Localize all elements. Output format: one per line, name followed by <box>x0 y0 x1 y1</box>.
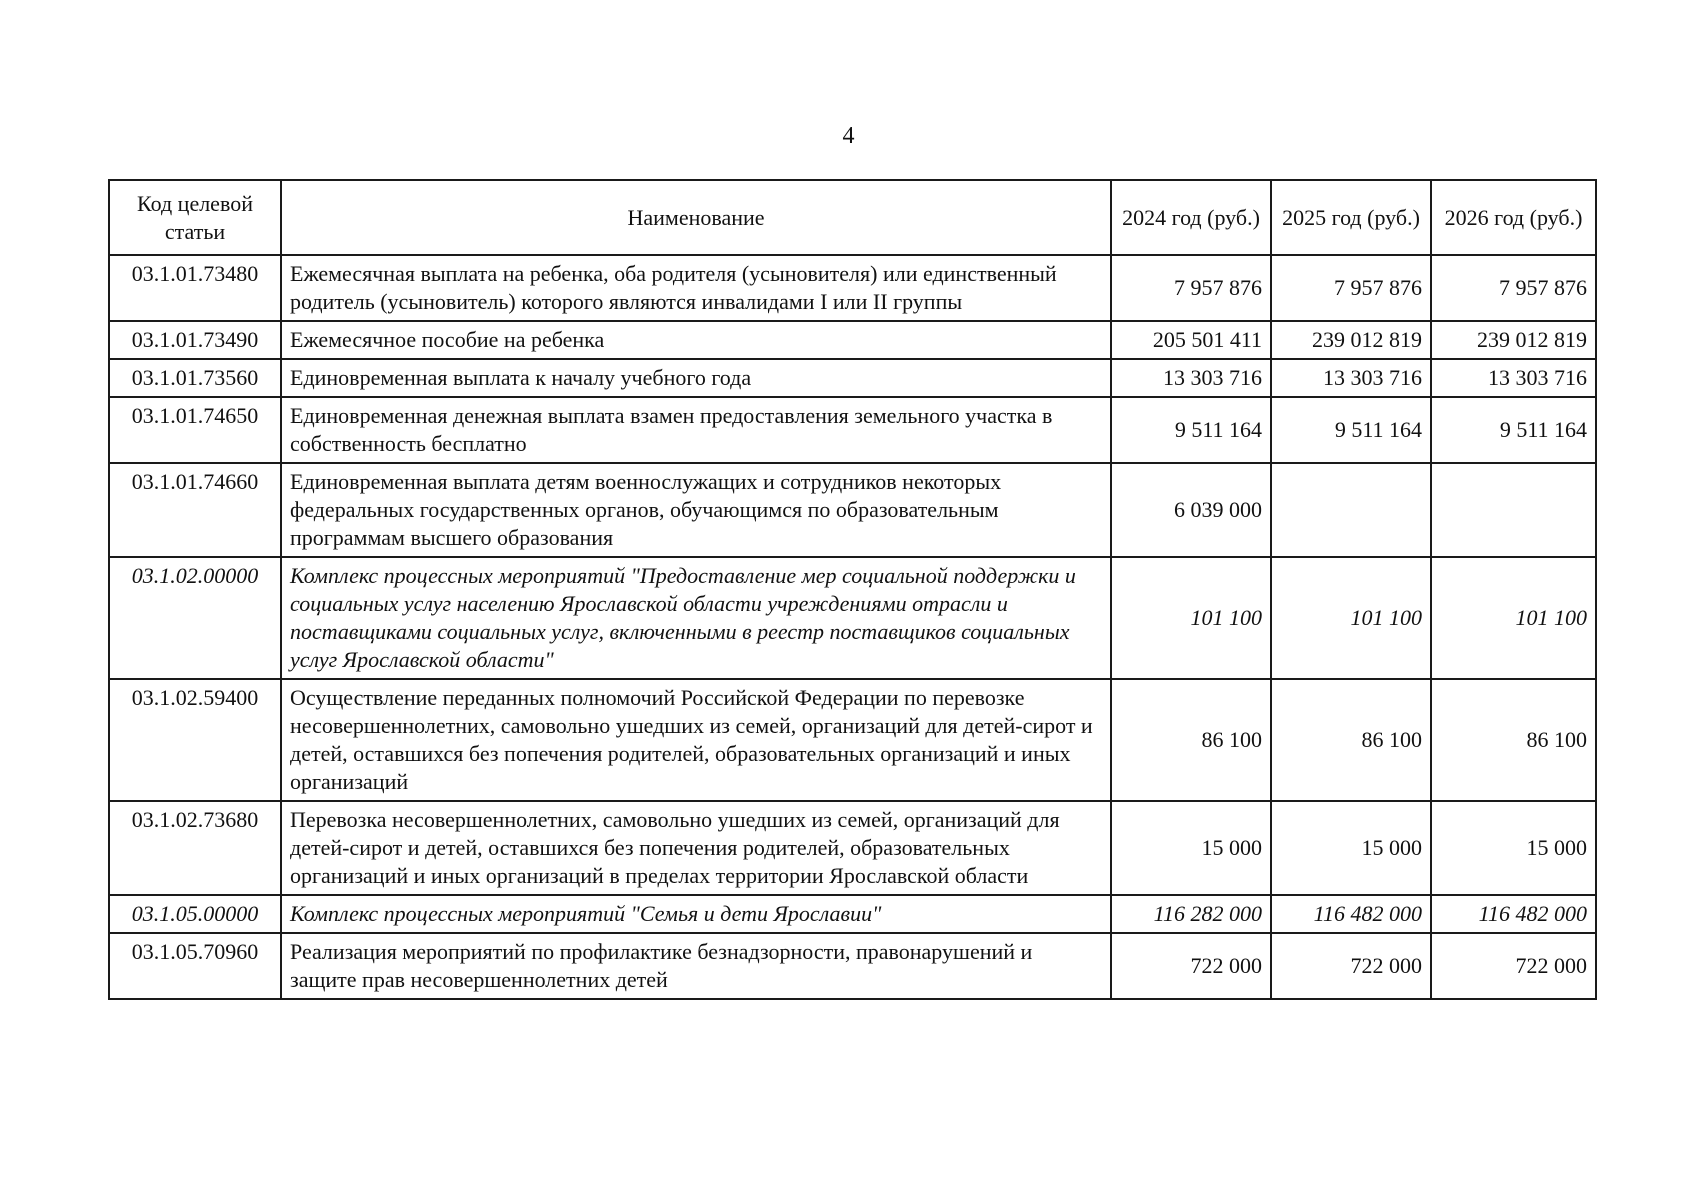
row-name: Комплекс процессных мероприятий "Семья и дети Ярославии" <box>281 895 1111 933</box>
row-value-2024: 9 511 164 <box>1111 397 1271 463</box>
row-code: 03.1.05.70960 <box>109 933 281 999</box>
row-value-2025: 101 100 <box>1271 557 1431 679</box>
header-2026: 2026 год (руб.) <box>1431 180 1596 255</box>
row-value-2024: 6 039 000 <box>1111 463 1271 557</box>
row-value-2025: 239 012 819 <box>1271 321 1431 359</box>
table-row <box>109 397 1596 463</box>
row-code: 03.1.01.73560 <box>109 359 281 397</box>
table-row <box>109 933 1596 999</box>
row-value-2026: 13 303 716 <box>1431 359 1596 397</box>
row-value-2026: 116 482 000 <box>1431 895 1596 933</box>
row-name: Реализация мероприятий по профилактике безнадзорности, правонарушений и защите прав несовершеннолетних детей <box>281 933 1111 999</box>
row-name: Осуществление переданных полномочий Российской Федерации по перевозке несовершеннолетних, самовольно ушедших из семей, организаций для детей-сирот и детей, оставшихся без попечения родителей, образовательных организаций и иных организаций <box>281 679 1111 801</box>
row-value-2026: 101 100 <box>1431 557 1596 679</box>
table-header-row <box>109 180 1596 255</box>
row-value-2024: 15 000 <box>1111 801 1271 895</box>
row-code: 03.1.01.73480 <box>109 255 281 321</box>
row-code: 03.1.01.74660 <box>109 463 281 557</box>
row-value-2025: 722 000 <box>1271 933 1431 999</box>
row-code: 03.1.02.59400 <box>109 679 281 801</box>
row-value-2024: 101 100 <box>1111 557 1271 679</box>
row-value-2025: 86 100 <box>1271 679 1431 801</box>
table-row <box>109 463 1596 557</box>
row-name: Единовременная выплата детям военнослужащих и сотрудников некоторых федеральных государственных органов, обучающимся по образовательным программам высшего образования <box>281 463 1111 557</box>
row-value-2024: 205 501 411 <box>1111 321 1271 359</box>
table-row <box>109 255 1596 321</box>
row-value-2025: 7 957 876 <box>1271 255 1431 321</box>
row-value-2026 <box>1431 463 1596 557</box>
row-name: Ежемесячная выплата на ребенка, оба родителя (усыновителя) или единственный родитель (усыновитель) которого являются инвалидами I или II группы <box>281 255 1111 321</box>
row-code: 03.1.01.74650 <box>109 397 281 463</box>
header-code: Код целевой статьи <box>109 180 281 255</box>
table-row <box>109 321 1596 359</box>
row-value-2026: 7 957 876 <box>1431 255 1596 321</box>
row-name: Комплекс процессных мероприятий "Предоставление мер социальной поддержки и социальных услуг населению Ярославской области учреждениями отрасли и поставщиками социальных услуг, включенными в реестр поставщиков социальных услуг Ярославской области" <box>281 557 1111 679</box>
row-value-2024: 722 000 <box>1111 933 1271 999</box>
table-row <box>109 359 1596 397</box>
row-name: Единовременная денежная выплата взамен предоставления земельного участка в собственность бесплатно <box>281 397 1111 463</box>
row-value-2026: 9 511 164 <box>1431 397 1596 463</box>
table-row-subtotal <box>109 557 1596 679</box>
row-value-2026: 15 000 <box>1431 801 1596 895</box>
row-value-2025: 116 482 000 <box>1271 895 1431 933</box>
row-code: 03.1.02.73680 <box>109 801 281 895</box>
row-value-2025: 15 000 <box>1271 801 1431 895</box>
table-row-subtotal <box>109 895 1596 933</box>
row-name: Перевозка несовершеннолетних, самовольно ушедших из семей, организаций для детей-сирот и детей, оставшихся без попечения родителей, образовательных организаций и иных организаций в пределах территории Ярославской области <box>281 801 1111 895</box>
row-code: 03.1.05.00000 <box>109 895 281 933</box>
table-row <box>109 801 1596 895</box>
page-number: 4 <box>842 123 855 149</box>
row-value-2026: 722 000 <box>1431 933 1596 999</box>
row-value-2026: 86 100 <box>1431 679 1596 801</box>
header-2025: 2025 год (руб.) <box>1271 180 1431 255</box>
header-name: Наименование <box>281 180 1111 255</box>
row-value-2024: 86 100 <box>1111 679 1271 801</box>
table-row <box>109 679 1596 801</box>
row-code: 03.1.02.00000 <box>109 557 281 679</box>
row-value-2025 <box>1271 463 1431 557</box>
row-value-2024: 116 282 000 <box>1111 895 1271 933</box>
row-value-2024: 7 957 876 <box>1111 255 1271 321</box>
row-value-2026: 239 012 819 <box>1431 321 1596 359</box>
row-value-2025: 13 303 716 <box>1271 359 1431 397</box>
row-name: Ежемесячное пособие на ребенка <box>281 321 1111 359</box>
budget-table <box>108 179 1597 1000</box>
row-code: 03.1.01.73490 <box>109 321 281 359</box>
row-name: Единовременная выплата к началу учебного года <box>281 359 1111 397</box>
row-value-2024: 13 303 716 <box>1111 359 1271 397</box>
row-value-2025: 9 511 164 <box>1271 397 1431 463</box>
header-2024: 2024 год (руб.) <box>1111 180 1271 255</box>
